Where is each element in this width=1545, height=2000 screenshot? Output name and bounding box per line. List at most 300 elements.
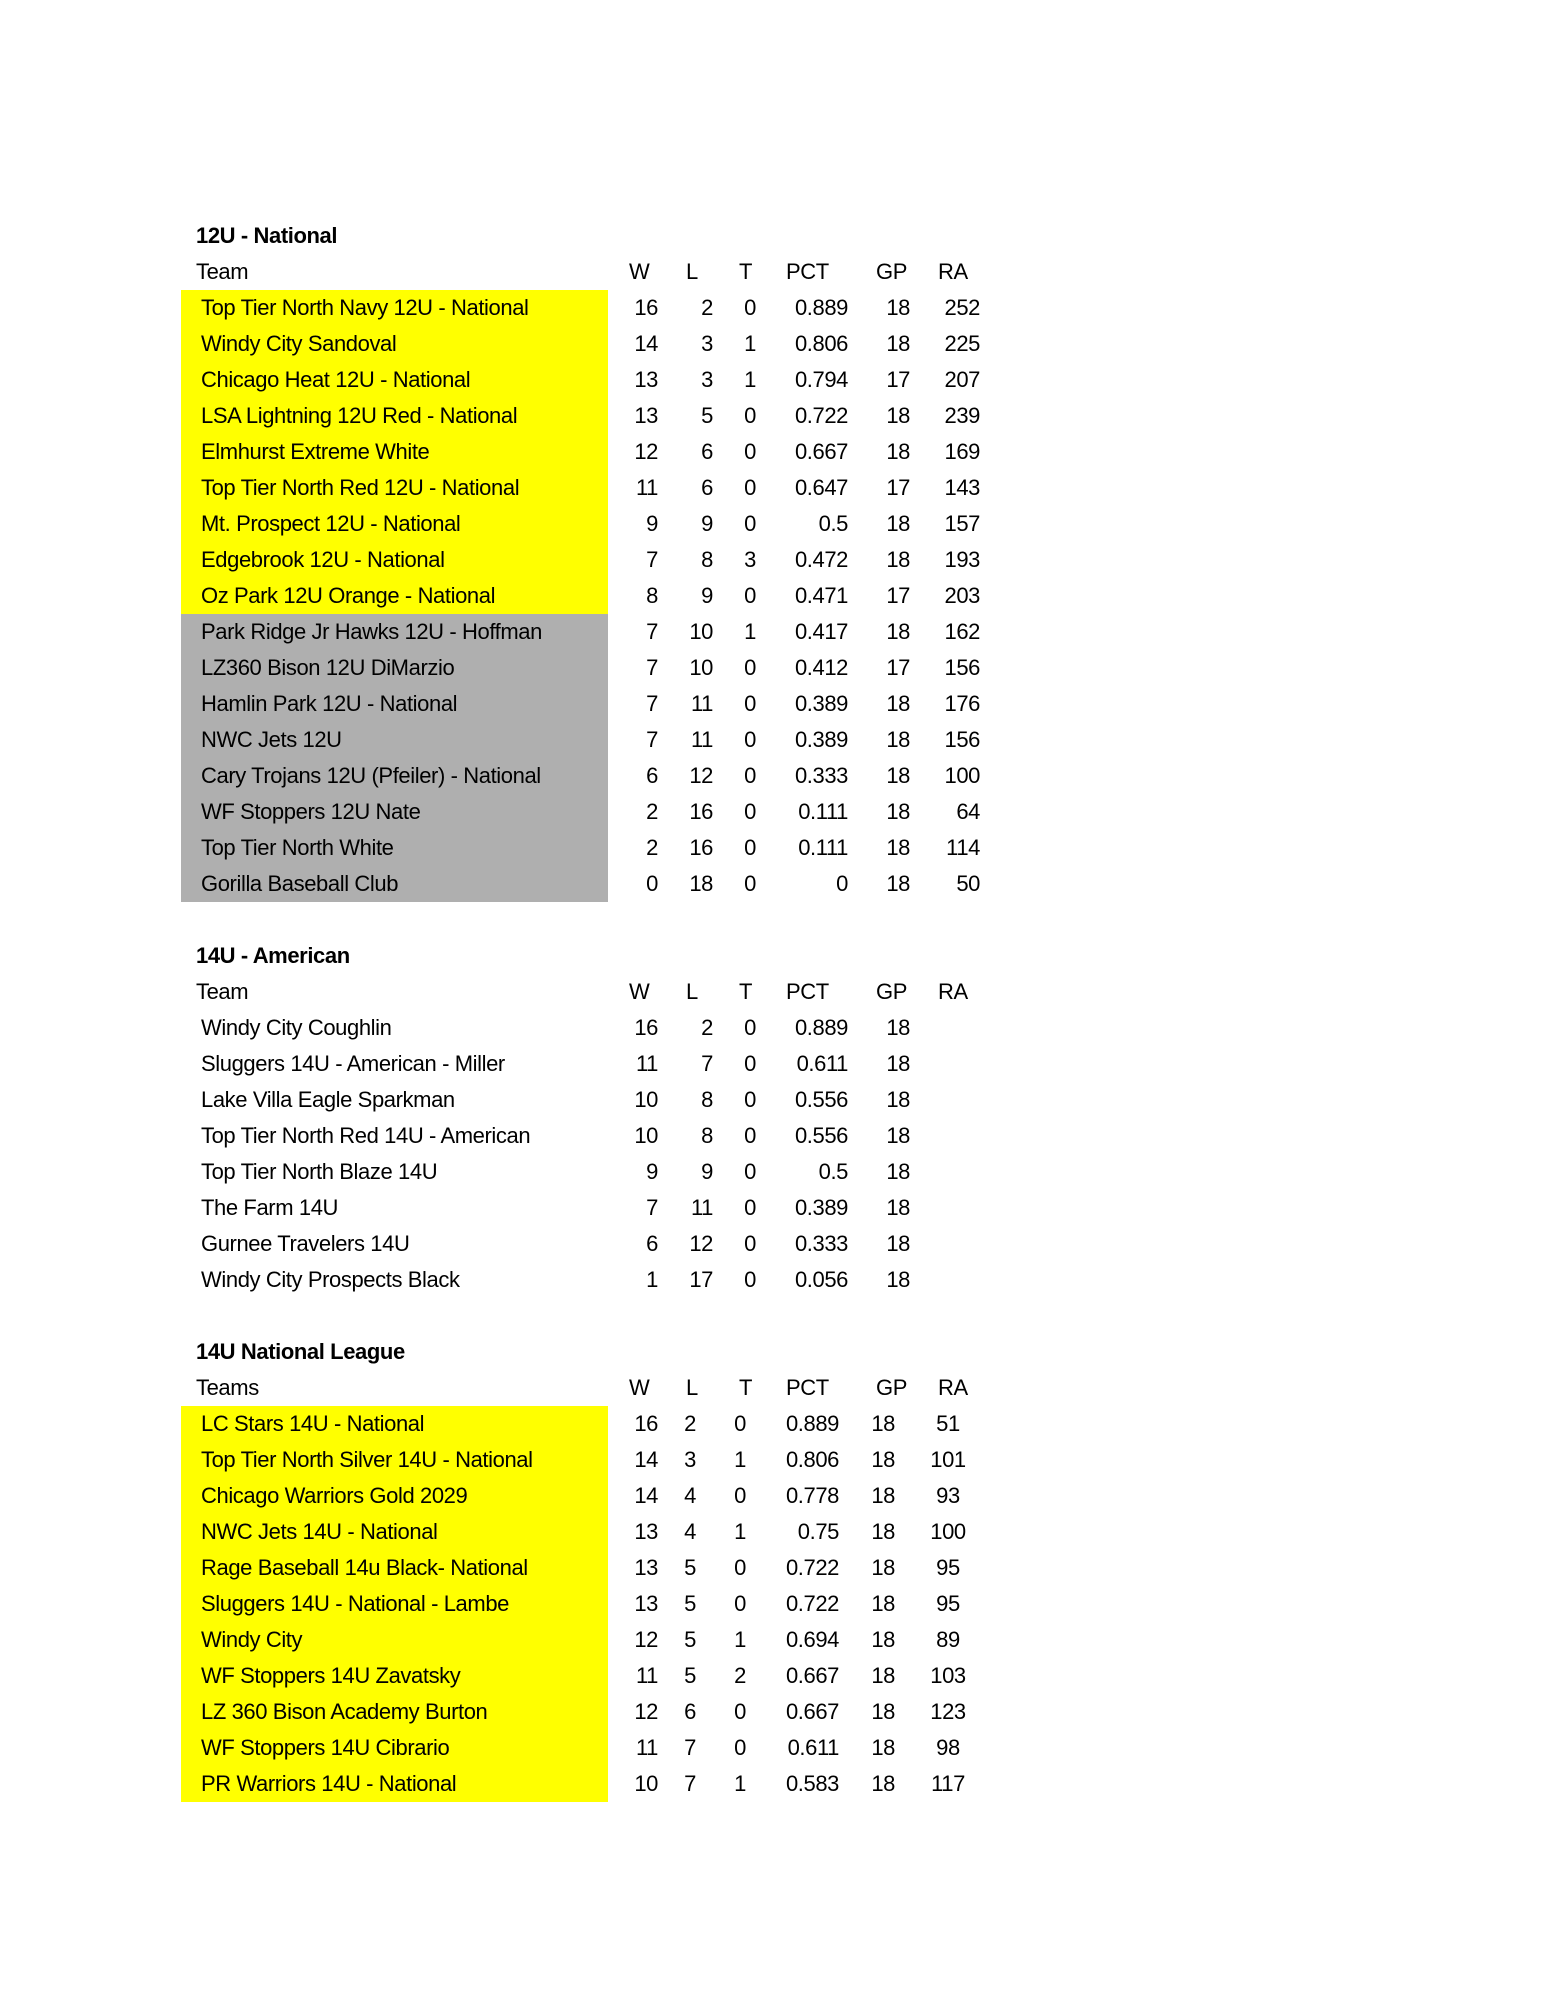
stat-cell-gp: 18	[886, 763, 910, 788]
stat-cell-ra: 117	[931, 1771, 965, 1796]
table-row	[181, 1694, 1001, 1730]
stat-cell-pct: 0.333	[794, 763, 848, 788]
table-row	[181, 506, 1001, 542]
stat-cell-gp: 18	[871, 1519, 895, 1544]
stat-cell-ra: 252	[944, 295, 980, 320]
stat-cell-t: 0	[744, 691, 756, 716]
stat-cell-gp: 18	[886, 727, 910, 752]
stat-cell-gp: 18	[871, 1771, 895, 1796]
table-row	[181, 1514, 1001, 1550]
stat-cell-t: 0	[744, 475, 756, 500]
stat-cell-gp: 18	[886, 1123, 910, 1148]
team-name-cell: Gorilla Baseball Club	[181, 866, 608, 902]
stat-cell-ra: 162	[944, 619, 980, 644]
table-row	[181, 830, 1001, 866]
stat-cell-ra: 100	[944, 763, 980, 788]
stat-cell-gp: 17	[886, 655, 910, 680]
stat-cell-l: 12	[689, 1231, 713, 1256]
stat-cell-l: 3	[701, 367, 713, 392]
stat-cell-t: 1	[744, 367, 756, 392]
column-header-t: T	[739, 1375, 753, 1400]
stat-cell-w: 11	[635, 1735, 658, 1760]
team-name-cell: Chicago Warriors Gold 2029	[181, 1478, 608, 1514]
team-name-cell: LZ360 Bison 12U DiMarzio	[181, 650, 608, 686]
section-title: 14U National League	[196, 1339, 405, 1364]
stat-cell-gp: 18	[871, 1555, 895, 1580]
table-row	[181, 866, 1001, 902]
stat-cell-l: 7	[684, 1735, 696, 1760]
stat-cell-gp: 18	[886, 547, 910, 572]
column-header-gp: GP	[876, 1375, 907, 1400]
stat-cell-w: 16	[634, 1411, 658, 1436]
stat-cell-l: 2	[701, 295, 713, 320]
table-row	[181, 398, 1001, 434]
team-name-cell: Oz Park 12U Orange - National	[181, 578, 608, 614]
table-row	[181, 1082, 1001, 1118]
stat-cell-l: 9	[701, 511, 713, 536]
stat-cell-w: 16	[634, 1015, 658, 1040]
stat-cell-t: 0	[744, 655, 756, 680]
stat-cell-pct: 0.111	[798, 835, 848, 860]
team-name-cell: NWC Jets 12U	[181, 722, 608, 758]
stat-cell-w: 14	[634, 1483, 658, 1508]
table-row	[181, 1154, 1001, 1190]
stat-cell-l: 16	[689, 799, 713, 824]
stat-cell-t: 0	[744, 1195, 756, 1220]
stat-cell-pct: 0.471	[794, 583, 848, 608]
column-header-w: W	[629, 1375, 650, 1400]
team-name-cell: LZ 360 Bison Academy Burton	[181, 1694, 608, 1730]
stat-cell-ra: 193	[944, 547, 980, 572]
stat-cell-l: 8	[701, 1087, 713, 1112]
stat-cell-pct: 0.611	[787, 1735, 839, 1760]
stat-cell-t: 0	[734, 1735, 746, 1760]
stat-cell-t: 0	[744, 1267, 756, 1292]
stat-cell-l: 8	[701, 1123, 713, 1148]
team-name-cell: Park Ridge Jr Hawks 12U - Hoffman	[181, 614, 608, 650]
stat-cell-l: 9	[701, 583, 713, 608]
stat-cell-ra: 176	[944, 691, 980, 716]
team-name-cell: Edgebrook 12U - National	[181, 542, 608, 578]
stat-cell-l: 6	[701, 439, 713, 464]
stat-cell-ra: 203	[944, 583, 980, 608]
stat-cell-l: 6	[701, 475, 713, 500]
standings-14u-american	[181, 938, 1001, 1298]
column-header-l: L	[686, 1375, 698, 1400]
table-row	[181, 1046, 1001, 1082]
stat-cell-ra	[910, 1046, 980, 1082]
stat-cell-pct: 0.556	[794, 1087, 848, 1112]
stat-cell-gp: 18	[871, 1627, 895, 1652]
section-title: 14U - American	[196, 943, 350, 968]
stat-cell-pct: 0.694	[785, 1627, 839, 1652]
stat-cell-l: 5	[684, 1627, 696, 1652]
stat-cell-pct: 0.722	[785, 1555, 839, 1580]
column-header-gp: GP	[876, 979, 907, 1004]
stat-cell-ra: 103	[930, 1663, 966, 1688]
stat-cell-ra: 93	[936, 1483, 960, 1508]
stat-cell-gp: 18	[886, 1195, 910, 1220]
team-name-cell: The Farm 14U	[201, 1195, 339, 1220]
stat-cell-pct: 0.667	[794, 439, 848, 464]
team-name-cell: Sluggers 14U - American - Miller	[201, 1051, 505, 1076]
stat-cell-ra: 51	[936, 1411, 960, 1436]
stat-cell-w: 12	[634, 439, 658, 464]
stat-cell-gp: 18	[886, 835, 910, 860]
stat-cell-l: 5	[684, 1591, 696, 1616]
section-title: 12U - National	[196, 223, 338, 248]
column-header-pct: PCT	[786, 979, 829, 1004]
standings-12u-national	[181, 218, 1001, 902]
stat-cell-pct: 0.5	[818, 1159, 848, 1184]
stat-cell-gp: 18	[886, 1051, 910, 1076]
stat-cell-pct: 0.889	[785, 1411, 839, 1436]
table-row	[181, 362, 1001, 398]
stat-cell-pct: 0	[836, 871, 848, 896]
column-header-team: Team	[196, 979, 249, 1004]
team-name-cell: Windy City Coughlin	[201, 1015, 392, 1040]
stat-cell-w: 7	[646, 619, 658, 644]
stat-cell-l: 12	[689, 763, 713, 788]
stat-cell-w: 8	[646, 583, 658, 608]
stat-cell-w: 7	[646, 1195, 658, 1220]
stat-cell-gp: 18	[886, 1087, 910, 1112]
table-row	[181, 1226, 1001, 1262]
team-name-cell: Top Tier North Blaze 14U	[201, 1159, 438, 1184]
stat-cell-t: 0	[744, 1087, 756, 1112]
team-name-cell: Chicago Heat 12U - National	[181, 362, 608, 398]
stat-cell-pct: 0.412	[794, 655, 848, 680]
team-name-cell: WF Stoppers 14U Cibrario	[181, 1730, 608, 1766]
team-name-cell: NWC Jets 14U - National	[181, 1514, 608, 1550]
stat-cell-gp: 17	[886, 475, 910, 500]
stat-cell-gp: 18	[886, 691, 910, 716]
table-row	[181, 1406, 1001, 1442]
table-row	[181, 650, 1001, 686]
table-header-row	[181, 1370, 1001, 1406]
stat-cell-ra	[910, 1226, 980, 1262]
stat-cell-gp: 18	[886, 511, 910, 536]
stat-cell-gp: 18	[886, 331, 910, 356]
stat-cell-t: 0	[744, 1123, 756, 1148]
stat-cell-ra: 98	[936, 1735, 960, 1760]
stat-cell-t: 0	[734, 1555, 746, 1580]
stat-cell-pct: 0.111	[798, 799, 848, 824]
table-row	[181, 1586, 1001, 1622]
stat-cell-l: 2	[684, 1411, 696, 1436]
stat-cell-gp: 18	[886, 1231, 910, 1256]
table-header-row	[181, 254, 1001, 290]
stat-cell-l: 4	[684, 1519, 696, 1544]
stat-cell-ra: 100	[930, 1519, 966, 1544]
stat-cell-gp: 18	[886, 1015, 910, 1040]
stat-cell-w: 11	[635, 1663, 658, 1688]
stat-cell-gp: 18	[886, 799, 910, 824]
table-row	[181, 1118, 1001, 1154]
stat-cell-t: 0	[744, 1051, 756, 1076]
stat-cell-t: 0	[744, 439, 756, 464]
stat-cell-ra	[910, 1118, 980, 1154]
stat-cell-w: 7	[646, 547, 658, 572]
stat-cell-pct: 0.472	[794, 547, 848, 572]
stat-cell-t: 0	[744, 835, 756, 860]
column-header-ra: RA	[938, 259, 968, 284]
stat-cell-gp: 18	[886, 439, 910, 464]
stat-cell-w: 12	[634, 1627, 658, 1652]
team-name-cell: WF Stoppers 12U Nate	[181, 794, 608, 830]
table-row	[181, 1478, 1001, 1514]
team-name-cell: Sluggers 14U - National - Lambe	[181, 1586, 608, 1622]
stat-cell-pct: 0.647	[794, 475, 848, 500]
stat-cell-ra: 114	[946, 835, 980, 860]
stat-cell-w: 14	[634, 331, 658, 356]
stat-cell-w: 2	[646, 799, 658, 824]
stat-cell-l: 5	[701, 403, 713, 428]
stat-cell-gp: 18	[886, 403, 910, 428]
team-name-cell: LSA Lightning 12U Red - National	[181, 398, 608, 434]
team-name-cell: Top Tier North Red 12U - National	[181, 470, 608, 506]
stat-cell-l: 7	[684, 1771, 696, 1796]
stat-cell-pct: 0.333	[794, 1231, 848, 1256]
team-name-cell: Windy City Prospects Black	[201, 1267, 460, 1292]
stat-cell-w: 10	[634, 1771, 658, 1796]
team-name-cell: Top Tier North Red 14U - American	[201, 1123, 531, 1148]
stat-cell-t: 3	[744, 547, 756, 572]
stat-cell-gp: 18	[871, 1591, 895, 1616]
table-row	[181, 794, 1001, 830]
team-name-cell: Windy City	[181, 1622, 608, 1658]
stat-cell-t: 1	[744, 331, 756, 356]
stat-cell-pct: 0.389	[794, 1195, 848, 1220]
stat-cell-gp: 18	[871, 1735, 895, 1760]
column-header-w: W	[629, 259, 650, 284]
stat-cell-t: 1	[734, 1771, 746, 1796]
stat-cell-ra: 95	[936, 1591, 960, 1616]
table-row	[181, 1442, 1001, 1478]
stat-cell-ra: 169	[944, 439, 980, 464]
team-name-cell: LC Stars 14U - National	[181, 1406, 608, 1442]
stat-cell-gp: 17	[886, 367, 910, 392]
stat-cell-t: 0	[744, 727, 756, 752]
stat-cell-w: 7	[646, 691, 658, 716]
stat-cell-w: 0	[646, 871, 658, 896]
team-name-cell: Top Tier North Silver 14U - National	[181, 1442, 608, 1478]
table-row	[181, 614, 1001, 650]
stat-cell-w: 7	[646, 655, 658, 680]
stat-cell-ra	[910, 1262, 980, 1298]
stat-cell-l: 3	[684, 1447, 696, 1472]
stat-cell-pct: 0.794	[794, 367, 848, 392]
stat-cell-gp: 18	[871, 1447, 895, 1472]
stat-cell-t: 1	[734, 1627, 746, 1652]
stat-cell-t: 1	[734, 1447, 746, 1472]
stat-cell-pct: 0.667	[785, 1699, 839, 1724]
stat-cell-w: 16	[634, 295, 658, 320]
stat-cell-l: 10	[689, 619, 713, 644]
stat-cell-pct: 0.889	[794, 295, 848, 320]
table-row	[181, 434, 1001, 470]
stat-cell-l: 11	[690, 1195, 713, 1220]
column-header-gp: GP	[876, 259, 907, 284]
stat-cell-t: 0	[734, 1411, 746, 1436]
stat-cell-t: 0	[744, 1159, 756, 1184]
stat-cell-pct: 0.556	[794, 1123, 848, 1148]
stat-cell-l: 10	[689, 655, 713, 680]
stat-cell-t: 0	[744, 511, 756, 536]
stat-cell-ra: 156	[944, 655, 980, 680]
stat-cell-ra	[910, 1154, 980, 1190]
stat-cell-w: 9	[646, 511, 658, 536]
column-header-team: Team	[196, 259, 249, 284]
stat-cell-l: 17	[689, 1267, 713, 1292]
stat-cell-pct: 0.667	[785, 1663, 839, 1688]
stat-cell-w: 13	[634, 367, 658, 392]
table-row	[181, 542, 1001, 578]
column-header-t: T	[739, 979, 753, 1004]
standings-14u-national-league	[181, 1334, 1001, 1802]
column-header-l: L	[686, 979, 698, 1004]
stat-cell-t: 0	[744, 583, 756, 608]
stat-cell-l: 18	[689, 871, 713, 896]
team-name-cell: Mt. Prospect 12U - National	[181, 506, 608, 542]
stat-cell-t: 0	[734, 1483, 746, 1508]
stat-cell-gp: 18	[886, 871, 910, 896]
team-name-cell: Top Tier North Navy 12U - National	[181, 290, 608, 326]
stat-cell-ra: 239	[944, 403, 980, 428]
team-name-cell: Top Tier North White	[181, 830, 608, 866]
stat-cell-w: 7	[646, 727, 658, 752]
column-header-l: L	[686, 259, 698, 284]
table-row	[181, 578, 1001, 614]
stat-cell-ra	[910, 1082, 980, 1118]
stat-cell-gp: 18	[871, 1699, 895, 1724]
stat-cell-l: 4	[684, 1483, 696, 1508]
table-row	[181, 686, 1001, 722]
column-header-pct: PCT	[786, 1375, 829, 1400]
column-header-t: T	[739, 259, 753, 284]
stat-cell-w: 11	[635, 1051, 658, 1076]
column-header-ra: RA	[938, 1375, 968, 1400]
stat-cell-gp: 17	[886, 583, 910, 608]
stat-cell-l: 16	[689, 835, 713, 860]
table-header-row	[181, 974, 1001, 1010]
stat-cell-ra: 95	[936, 1555, 960, 1580]
stat-cell-w: 12	[634, 1699, 658, 1724]
table-row	[181, 1262, 1001, 1298]
stat-cell-pct: 0.5	[818, 511, 848, 536]
stat-cell-t: 2	[734, 1663, 746, 1688]
stat-cell-w: 10	[634, 1087, 658, 1112]
stat-cell-l: 3	[701, 331, 713, 356]
stat-cell-w: 13	[634, 1555, 658, 1580]
table-row	[181, 1550, 1001, 1586]
table-row	[181, 1010, 1001, 1046]
stat-cell-t: 0	[744, 799, 756, 824]
stat-cell-gp: 18	[886, 619, 910, 644]
stat-cell-pct: 0.722	[785, 1591, 839, 1616]
table-row	[181, 1730, 1001, 1766]
stat-cell-w: 9	[646, 1159, 658, 1184]
stat-cell-t: 0	[744, 403, 756, 428]
column-header-w: W	[629, 979, 650, 1004]
stat-cell-pct: 0.389	[794, 727, 848, 752]
stat-cell-t: 1	[744, 619, 756, 644]
column-header-ra: RA	[938, 979, 968, 1004]
table-row	[181, 1766, 1001, 1802]
stat-cell-w: 2	[646, 835, 658, 860]
stat-cell-gp: 18	[886, 1159, 910, 1184]
team-name-cell: Windy City Sandoval	[181, 326, 608, 362]
column-header-team: Teams	[196, 1375, 259, 1400]
stat-cell-gp: 18	[871, 1483, 895, 1508]
stat-cell-ra: 207	[944, 367, 980, 392]
stat-cell-t: 0	[744, 1015, 756, 1040]
stat-cell-l: 5	[684, 1663, 696, 1688]
team-name-cell: PR Warriors 14U - National	[181, 1766, 608, 1802]
stat-cell-ra: 225	[944, 331, 980, 356]
stat-cell-gp: 18	[871, 1663, 895, 1688]
stat-cell-l: 11	[690, 691, 713, 716]
stat-cell-l: 9	[701, 1159, 713, 1184]
team-name-cell: Lake Villa Eagle Sparkman	[201, 1087, 455, 1112]
table-row	[181, 1190, 1001, 1226]
stat-cell-pct: 0.889	[794, 1015, 848, 1040]
table-row	[181, 326, 1001, 362]
stat-cell-pct: 0.389	[794, 691, 848, 716]
stat-cell-l: 2	[701, 1015, 713, 1040]
stat-cell-pct: 0.778	[785, 1483, 839, 1508]
stat-cell-w: 13	[634, 1591, 658, 1616]
stat-cell-gp: 18	[886, 1267, 910, 1292]
table-row	[181, 1658, 1001, 1694]
stat-cell-t: 0	[734, 1699, 746, 1724]
stat-cell-w: 14	[634, 1447, 658, 1472]
stat-cell-ra: 89	[936, 1627, 960, 1652]
team-name-cell: Cary Trojans 12U (Pfeiler) - National	[181, 758, 608, 794]
stat-cell-w: 11	[635, 475, 658, 500]
stat-cell-w: 1	[646, 1267, 658, 1292]
stat-cell-gp: 18	[886, 295, 910, 320]
stat-cell-ra: 156	[944, 727, 980, 752]
stat-cell-pct: 0.75	[797, 1519, 839, 1544]
stat-cell-pct: 0.722	[794, 403, 848, 428]
stat-cell-ra: 50	[956, 871, 980, 896]
stat-cell-ra: 64	[956, 799, 980, 824]
stat-cell-w: 13	[634, 1519, 658, 1544]
stat-cell-pct: 0.056	[794, 1267, 848, 1292]
stat-cell-w: 6	[646, 1231, 658, 1256]
table-row	[181, 1622, 1001, 1658]
stat-cell-l: 7	[701, 1051, 713, 1076]
stat-cell-t: 0	[734, 1591, 746, 1616]
team-name-cell: Gurnee Travelers 14U	[201, 1231, 410, 1256]
stat-cell-gp: 18	[871, 1411, 895, 1436]
stat-cell-t: 1	[734, 1519, 746, 1544]
table-row	[181, 470, 1001, 506]
stat-cell-ra: 101	[930, 1447, 966, 1472]
stat-cell-pct: 0.417	[794, 619, 848, 644]
stat-cell-ra: 157	[944, 511, 980, 536]
stat-cell-pct: 0.806	[785, 1447, 839, 1472]
stat-cell-l: 8	[701, 547, 713, 572]
table-row	[181, 758, 1001, 794]
team-name-cell: WF Stoppers 14U Zavatsky	[181, 1658, 608, 1694]
stat-cell-l: 11	[690, 727, 713, 752]
stat-cell-t: 0	[744, 763, 756, 788]
team-name-cell: Elmhurst Extreme White	[181, 434, 608, 470]
stat-cell-t: 0	[744, 295, 756, 320]
stat-cell-ra: 123	[930, 1699, 966, 1724]
